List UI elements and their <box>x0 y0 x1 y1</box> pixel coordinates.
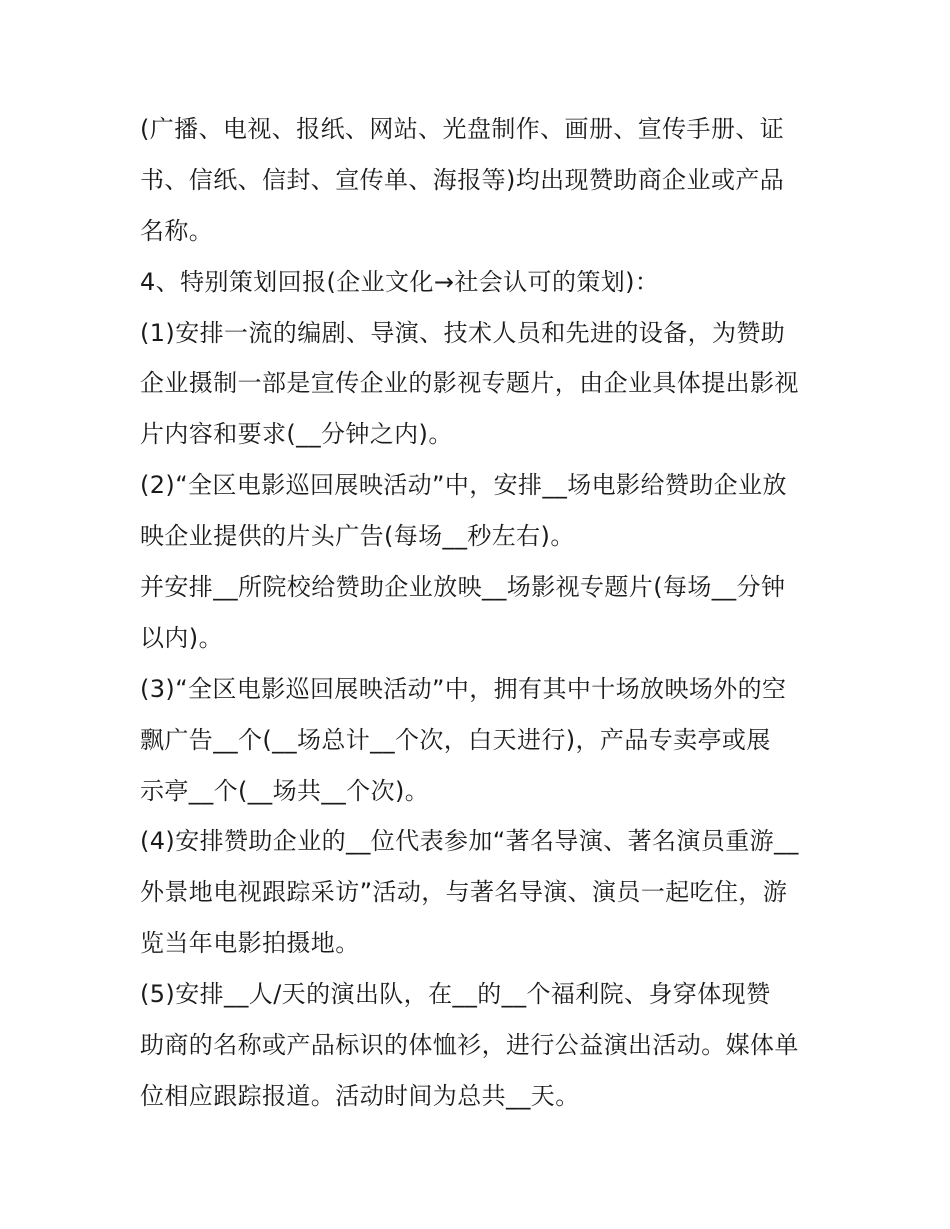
text-line: 位相应跟踪报道。活动时间为总共__天。 <box>140 1081 580 1110</box>
text-line: 助商的名称或产品标识的体恤衫，进行公益演出活动。媒体单 <box>140 1031 799 1060</box>
text-line: (4)安排赞助企业的__位代表参加“著名导演、著名演员重游__ <box>140 827 799 856</box>
text-line: (5)安排__人/天的演出队，在__的__个福利院、身穿体现赞 <box>140 980 771 1009</box>
text-line: (广播、电视、报纸、网站、光盘制作、画册、宣传手册、证 <box>140 115 785 143</box>
document-body <box>140 104 820 1122</box>
text-line: 外景地电视跟踪采访”活动，与著名导演、演员一起吃住，游 <box>140 878 788 907</box>
text-line: 览当年电影拍摄地。 <box>140 929 360 958</box>
text-line: 示亭__个(__场共__个次)。 <box>140 776 430 805</box>
text-line: (2)“全区电影巡回展映活动”中，安排__场电影给赞助企业放 <box>140 471 787 500</box>
text-line: 飘广告__个(__场总计__个次，白天进行)，产品专卖亭或展 <box>140 725 771 754</box>
text-line: 映企业提供的片头广告(每场__秒左右)。 <box>140 522 575 551</box>
section-heading: 4、特别策划回报(企业文化→社会认可的策划)： <box>140 267 660 296</box>
text-line: (3)“全区电影巡回展映活动”中，拥有其中十场放映场外的空 <box>140 674 787 703</box>
text-line: (1)安排一流的编剧、导演、技术人员和先进的设备，为赞助 <box>140 318 786 347</box>
text-line: 并安排__所院校给赞助企业放映__场影视专题片(每场__分钟 <box>140 573 786 602</box>
text-line: 企业摄制一部是宣传企业的影视专题片，由企业具体提出影视 <box>140 369 799 398</box>
text-line: 以内)。 <box>140 623 223 652</box>
text-line: 名称。 <box>140 216 214 245</box>
text-line: 书、信纸、信封、宣传单、海报等)均出现赞助商企业或产品 <box>140 165 785 194</box>
text-line: 片内容和要求(__分钟之内)。 <box>140 420 453 449</box>
